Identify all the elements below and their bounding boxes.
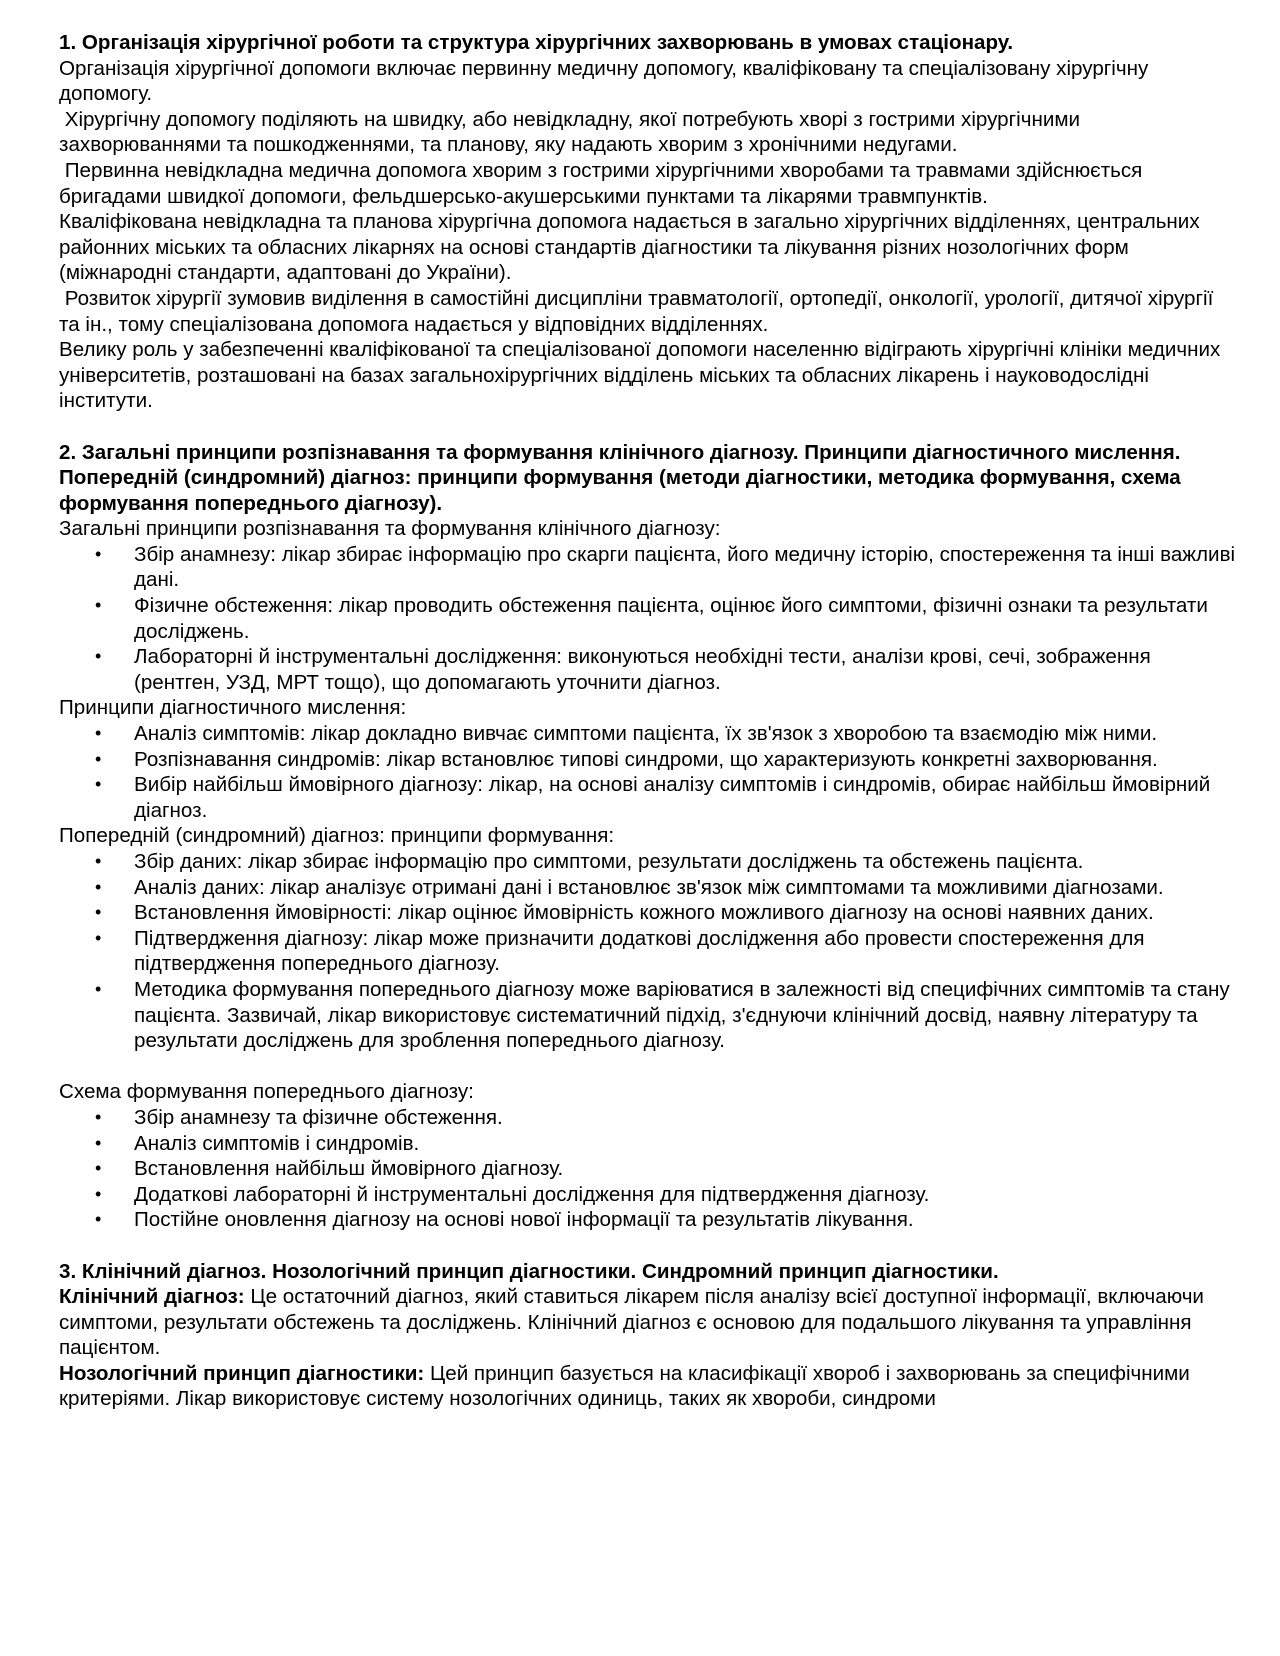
bullet-list	[59, 721, 1239, 823]
section-spacer	[59, 414, 1239, 440]
definition-paragraph	[59, 1284, 1239, 1361]
bullet-list	[59, 849, 1239, 1054]
list-item: • Аналіз симптомів: лікар докладно вивчає симптоми пацієнта, їх зв'язок з хворобою та взаємодію між ними.	[59, 721, 1239, 747]
list-item: • Постійне оновлення діагнозу на основі нової інформації та результатів лікування.	[59, 1207, 1239, 1233]
section-2-heading: 2. Загальні принципи розпізнавання та формування клінічного діагнозу. Принципи діагностичного мислення. Попередній (синдромний) діагноз: принципи формування (методи діагностики, методика формування, схема формування попереднього діагнозу).	[59, 440, 1181, 515]
list-intro: Попередній (синдромний) діагноз: принципи формування:	[59, 824, 615, 848]
list-item: • Збір даних: лікар збирає інформацію про симптоми, результати досліджень та обстежень пацієнта.	[59, 849, 1239, 875]
list-item: • Збір анамнезу та фізичне обстеження.	[59, 1105, 1239, 1131]
list-item: • Встановлення ймовірності: лікар оцінює ймовірність кожного можливого діагнозу на основі наявних даних.	[59, 900, 1239, 926]
paragraph-spacer	[59, 1054, 1239, 1080]
section-1-heading: 1. Організація хірургічної роботи та структура хірургічних захворювань в умовах стаціонару.	[59, 31, 1014, 54]
list-item: • Підтвердження діагнозу: лікар може призначити додаткові дослідження або провести спостереження для підтвердження попереднього діагнозу.	[59, 926, 1239, 977]
term-definition: Це остаточний діагноз, який ставиться лікарем після аналізу всієї доступної інформації, включаючи симптоми, результати обстежень та досліджень. Клінічний діагноз є основою для подальшого лікування та управління пацієнтом.	[59, 1285, 1204, 1360]
bullet-list	[59, 542, 1239, 696]
definition-paragraph	[59, 1361, 1239, 1412]
list-intro: Загальні принципи розпізнавання та формування клінічного діагнозу:	[59, 517, 721, 541]
section-1-paragraph: Організація хірургічної допомоги включає первинну медичну допомогу, кваліфіковану та спеціалізовану хірургічну допомогу.	[59, 56, 1155, 106]
list-item: • Фізичне обстеження: лікар проводить обстеження пацієнта, оцінює його симптоми, фізичні ознаки та результати досліджень.	[59, 593, 1239, 644]
list-item: • Вибір найбільш ймовірного діагнозу: лікар, на основі аналізу симптомів і синдромів, обирає найбільш ймовірний діагноз.	[59, 772, 1239, 823]
list-intro: Схема формування попереднього діагнозу:	[59, 1080, 474, 1104]
term-definition: Цей принцип базується на класифікації хвороб і захворювань за специфічними критеріями. Лікар використовує систему нозологічних одиниць, таких як хвороби, синдроми	[59, 1361, 1190, 1411]
section-1-paragraph: Хірургічну допомогу поділяють на швидку, або невідкладну, якої потребують хворі з гострими хірургічними захворюваннями та пошкодженнями, та планову, яку надають хворим з хронічними недугами.	[59, 107, 1086, 157]
term-label: Нозологічний принцип діагностики:	[59, 1361, 425, 1385]
list-item: • Аналіз даних: лікар аналізує отримані дані і встановлює зв'язок між симптомами та можливими діагнозами.	[59, 875, 1239, 901]
section-3-heading: 3. Клінічний діагноз. Нозологічний принцип діагностики. Синдромний принцип діагностики.	[59, 1259, 999, 1283]
list-item: • Лабораторні й інструментальні дослідження: виконуються необхідні тести, аналізи крові, сечі, зображення (рентген, УЗД, МРТ тощо), що допомагають уточнити діагноз.	[59, 644, 1239, 695]
list-item: • Аналіз симптомів і синдромів.	[59, 1131, 1239, 1157]
section-1-paragraph: Розвиток хірургії зумовив виділення в самостійні дисципліни травматології, ортопедії, онкології, урології, дитячої хірургії та ін., тому спеціалізована допомога надається у відповідних відділеннях.	[59, 286, 1220, 336]
list-item: • Встановлення найбільш ймовірного діагнозу.	[59, 1156, 1239, 1182]
section-1-paragraph: Велику роль у забезпеченні кваліфікованої та спеціалізованої допомоги населенню відіграють хірургічні клініки медичних університетів, розташовані на базах загальнохірургічних відділень міських та обласних лікарень і науководослідні інститути.	[59, 338, 1226, 413]
bullet-list	[59, 1105, 1239, 1233]
section-spacer	[59, 1233, 1239, 1259]
list-item: • Збір анамнезу: лікар збирає інформацію про скарги пацієнта, його медичну історію, спостереження та інші важливі дані.	[59, 542, 1239, 593]
section-1-paragraph: Кваліфікована невідкладна та планова хірургічна допомога надається в загально хірургічних відділеннях, центральних районних міських та обласних лікарнях на основі стандартів діагностики та лікування різних нозологічних форм (міжнародні стандарти, адаптовані до України).	[59, 210, 1206, 285]
term-label: Клінічний діагноз:	[59, 1285, 245, 1309]
list-item: • Розпізнавання синдромів: лікар встановлює типові синдроми, що характеризують конкретні захворювання.	[59, 747, 1239, 773]
document-page	[59, 30, 1239, 1412]
list-item: • Додаткові лабораторні й інструментальні дослідження для підтвердження діагнозу.	[59, 1182, 1239, 1208]
list-item: • Методика формування попереднього діагнозу може варіюватися в залежності від специфічних симптомів та стану пацієнта. Зазвичай, лікар використовує систематичний підхід, з'єднуючи клінічний досвід, наявну літературу та результати досліджень для зроблення попереднього діагнозу.	[59, 977, 1239, 1054]
section-1-paragraph: Первинна невідкладна медична допомога хворим з гострими хірургічними хворобами та травмами здійснюється бригадами швидкої допомоги, фельдшерсько-акушерськими пунктами та лікарями травмпунктів.	[59, 158, 1149, 208]
list-intro: Принципи діагностичного мислення:	[59, 696, 407, 720]
